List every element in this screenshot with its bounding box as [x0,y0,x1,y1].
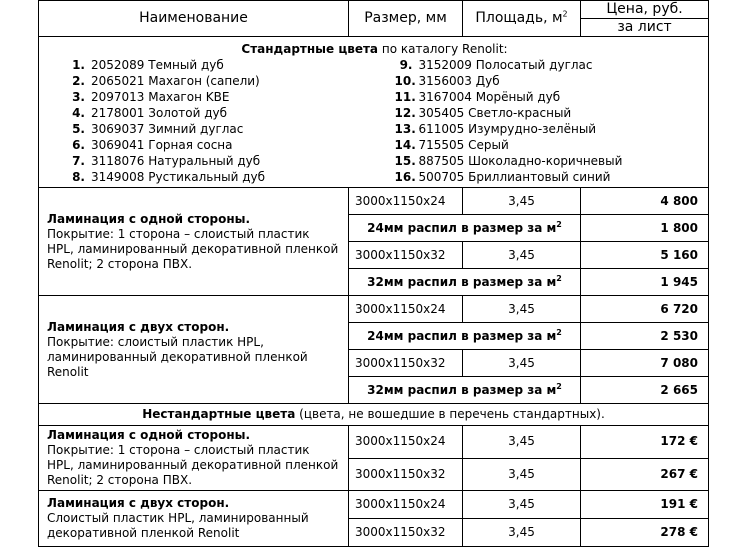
catalog-item: 3. 2097013 Махагон KBE [72,89,230,104]
catalog-item: 2. 2065021 Махагон (сапели) [72,73,260,88]
size-cell: 3000x1150x32 [349,242,463,269]
header-price: Цена, руб. за лист [581,1,709,37]
area-cell: 3,45 [463,188,581,215]
header-size: Размер, мм [349,1,463,37]
area-cell: 3,45 [463,296,581,323]
cut-cell: 24мм распил в размер за $м^2$ [349,215,581,242]
area-cell: 3,45 [463,458,581,491]
area-cell: 3,45 [463,519,581,547]
price-cell: 172 € [581,426,709,459]
catalog-right-column [377,57,705,185]
nonstandard-title: Нестандартные цвета (цвета, не вошедшие в перечень стандартных). [39,404,709,426]
standard-title: Стандартные цвета по каталогу Renolit: [241,41,508,56]
price-cell: 267 € [581,458,709,491]
catalog-item: 11. 3167004 Морёный дуб [394,89,561,104]
area-cell: 3,45 [463,426,581,459]
catalog-item: 10. 3156003 Дуб [394,73,500,88]
cut-cell: 32мм распил в размер за $м^2$ [349,269,581,296]
header-area: Площадь, $м^2$ [463,1,581,37]
price-cell: 1 945 [581,269,709,296]
cut-cell: 24мм распил в размер за $м^2$ [349,323,581,350]
size-cell: 3000x1150x32 [349,458,463,491]
price-cell: 2 665 [581,377,709,404]
catalog-item: 13. 611005 Изумрудно-зелёный [394,121,597,136]
size-cell: 3000x1150x32 [349,350,463,377]
area-cell: 3,45 [463,350,581,377]
header-row [39,1,709,37]
price-cell: 6 720 [581,296,709,323]
standard-catalog [39,37,709,188]
price-cell: 1 800 [581,215,709,242]
header-name: Наименование [39,1,349,37]
catalog-item: 16. 500705 Бриллиантовый синий [394,169,611,184]
area-cell: 3,45 [463,242,581,269]
size-cell: 3000x1150x24 [349,426,463,459]
size-cell: 3000x1150x24 [349,491,463,519]
nonstandard-two-side-desc: Ламинация с двух сторон. Слоистый пластик HPL, ламинированный декоративной пленкой Renolit [39,491,349,547]
price-cell: 7 080 [581,350,709,377]
standard-two-side-desc: Ламинация с двух сторон. Покрытие: слоистый пластик HPL, ламинированный декоративной пленкой Renolit [39,296,349,404]
nonstandard-title-row [39,404,709,426]
table-row [39,188,709,215]
catalog-item: 4. 2178001 Золотой дуб [72,105,228,120]
price-table [38,0,709,547]
area-cell: 3,45 [463,491,581,519]
table-row [39,426,709,459]
price-cell: 2 530 [581,323,709,350]
table-row [39,296,709,323]
catalog-item: 6. 3069041 Горная сосна [72,137,233,152]
size-cell: 3000x1150x32 [349,519,463,547]
catalog-item: 8. 3149008 Рустикальный дуб [72,169,266,184]
standard-one-side-desc: Ламинация с одной стороны. Покрытие: 1 сторона – слоистый пластик HPL, ламинированный декоративной пленкой Renolit; 2 сторона ПВХ. [39,188,349,296]
size-cell: 3000x1150x24 [349,296,463,323]
catalog-left-column [45,57,377,185]
price-cell: 5 160 [581,242,709,269]
catalog-item: 14. 715505 Серый [394,137,509,152]
catalog-item: 15. 887505 Шоколадно-коричневый [394,153,623,168]
table-row [39,491,709,519]
catalog-item: 7. 3118076 Натуральный дуб [72,153,261,168]
catalog-item: 9. 3152009 Полосатый дуглас [399,57,593,72]
standard-catalog-row [39,37,709,188]
catalog-item: 5. 3069037 Зимний дуглас [72,121,244,136]
cut-cell: 32мм распил в размер за $м^2$ [349,377,581,404]
price-cell: 4 800 [581,188,709,215]
catalog-item: 12. 305405 Светло-красный [394,105,572,120]
size-cell: 3000x1150x24 [349,188,463,215]
price-cell: 278 € [581,519,709,547]
nonstandard-one-side-desc: Ламинация с одной стороны. Покрытие: 1 сторона – слоистый пластик HPL, ламинированный декоративной пленкой Renolit; 2 сторона ПВХ. [39,426,349,491]
catalog-item: 1. 2052089 Темный дуб [72,57,224,72]
price-cell: 191 € [581,491,709,519]
